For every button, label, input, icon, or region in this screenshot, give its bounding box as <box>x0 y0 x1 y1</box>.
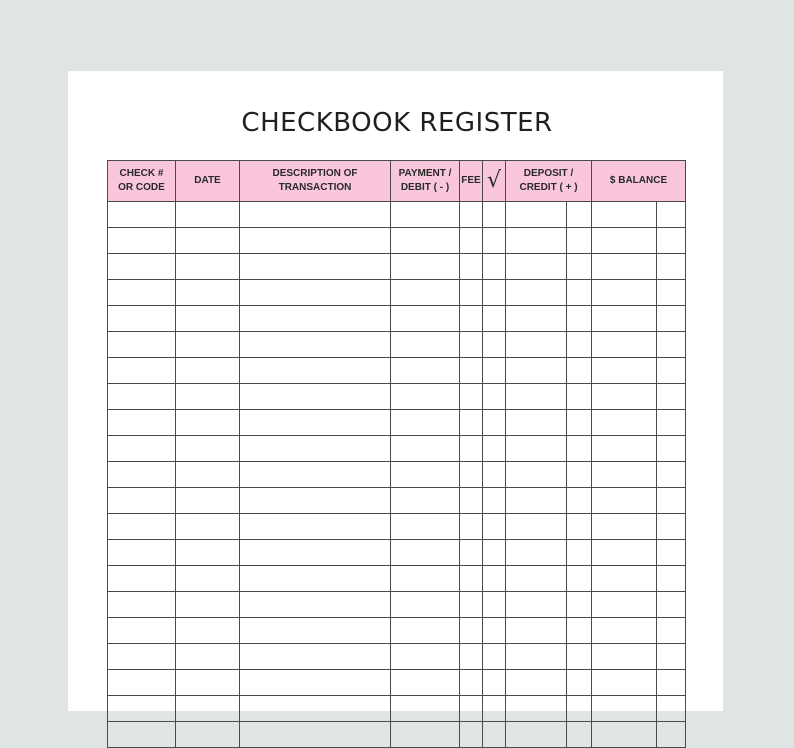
cell-deposit-dollars <box>506 540 567 566</box>
cell-balance-cents <box>657 670 686 696</box>
cell-deposit-cents <box>567 592 592 618</box>
cell-check-code <box>108 358 176 384</box>
cell-deposit-cents <box>567 410 592 436</box>
cell-deposit-dollars <box>506 488 567 514</box>
cell-date <box>176 202 240 228</box>
cell-balance-cents <box>657 540 686 566</box>
cell-cleared <box>483 306 506 332</box>
cell-fee <box>460 514 483 540</box>
cell-date <box>176 306 240 332</box>
cell-date <box>176 462 240 488</box>
table-row <box>108 280 686 306</box>
cell-cleared <box>483 202 506 228</box>
cell-cleared <box>483 514 506 540</box>
cell-payment <box>391 410 460 436</box>
cell-payment <box>391 462 460 488</box>
cell-deposit-dollars <box>506 384 567 410</box>
table-row <box>108 540 686 566</box>
cell-check-code <box>108 254 176 280</box>
cell-fee <box>460 670 483 696</box>
cell-cleared <box>483 488 506 514</box>
cell-cleared <box>483 644 506 670</box>
cell-deposit-cents <box>567 644 592 670</box>
cell-check-code <box>108 618 176 644</box>
cell-balance-cents <box>657 696 686 722</box>
cell-balance-cents <box>657 306 686 332</box>
register-body <box>108 202 686 748</box>
table-row <box>108 410 686 436</box>
cell-check-code <box>108 384 176 410</box>
cell-cleared <box>483 332 506 358</box>
cell-deposit-cents <box>567 540 592 566</box>
table-row <box>108 228 686 254</box>
cell-fee <box>460 410 483 436</box>
cell-fee <box>460 644 483 670</box>
cell-deposit-dollars <box>506 514 567 540</box>
cell-balance-dollars <box>592 488 657 514</box>
cell-deposit-dollars <box>506 202 567 228</box>
cell-balance-dollars <box>592 670 657 696</box>
cell-fee <box>460 488 483 514</box>
cell-cleared <box>483 696 506 722</box>
cell-description <box>240 202 391 228</box>
cell-fee <box>460 306 483 332</box>
cell-balance-dollars <box>592 462 657 488</box>
cell-date <box>176 592 240 618</box>
cell-deposit-cents <box>567 202 592 228</box>
cell-deposit-dollars <box>506 644 567 670</box>
cell-date <box>176 254 240 280</box>
cell-check-code <box>108 410 176 436</box>
cell-check-code <box>108 514 176 540</box>
cell-balance-cents <box>657 514 686 540</box>
cell-description <box>240 722 391 748</box>
table-row <box>108 566 686 592</box>
cell-deposit-dollars <box>506 332 567 358</box>
cell-date <box>176 280 240 306</box>
cell-fee <box>460 358 483 384</box>
cell-description <box>240 696 391 722</box>
cell-date <box>176 696 240 722</box>
cell-payment <box>391 280 460 306</box>
header-date: DATE <box>176 161 240 202</box>
cell-balance-cents <box>657 228 686 254</box>
cell-payment <box>391 540 460 566</box>
cell-check-code <box>108 488 176 514</box>
cell-check-code <box>108 306 176 332</box>
cell-description <box>240 644 391 670</box>
cell-deposit-dollars <box>506 722 567 748</box>
cell-date <box>176 358 240 384</box>
cell-date <box>176 488 240 514</box>
cell-check-code <box>108 722 176 748</box>
cell-description <box>240 488 391 514</box>
cell-deposit-dollars <box>506 696 567 722</box>
cell-fee <box>460 228 483 254</box>
cell-fee <box>460 254 483 280</box>
cell-balance-cents <box>657 618 686 644</box>
cell-balance-dollars <box>592 254 657 280</box>
cell-check-code <box>108 696 176 722</box>
cell-fee <box>460 540 483 566</box>
cell-description <box>240 592 391 618</box>
cell-deposit-dollars <box>506 358 567 384</box>
cell-deposit-cents <box>567 566 592 592</box>
cell-check-code <box>108 566 176 592</box>
table-row <box>108 488 686 514</box>
cell-description <box>240 306 391 332</box>
cell-check-code <box>108 540 176 566</box>
cell-description <box>240 540 391 566</box>
cell-description <box>240 670 391 696</box>
cell-check-code <box>108 228 176 254</box>
cell-description <box>240 228 391 254</box>
cell-payment <box>391 670 460 696</box>
cell-cleared <box>483 618 506 644</box>
cell-balance-cents <box>657 358 686 384</box>
cell-deposit-cents <box>567 332 592 358</box>
header-description: DESCRIPTION OF TRANSACTION <box>240 161 391 202</box>
checkbook-register-table <box>107 160 685 720</box>
cell-description <box>240 332 391 358</box>
cell-balance-dollars <box>592 332 657 358</box>
cell-fee <box>460 618 483 644</box>
cell-cleared <box>483 436 506 462</box>
cell-payment <box>391 254 460 280</box>
cell-deposit-cents <box>567 514 592 540</box>
cell-date <box>176 540 240 566</box>
cell-balance-dollars <box>592 618 657 644</box>
cell-payment <box>391 618 460 644</box>
cell-cleared <box>483 384 506 410</box>
cell-date <box>176 514 240 540</box>
cell-payment <box>391 436 460 462</box>
cell-balance-dollars <box>592 410 657 436</box>
cell-payment <box>391 358 460 384</box>
cell-payment <box>391 514 460 540</box>
cell-deposit-cents <box>567 618 592 644</box>
header-deposit-credit: DEPOSIT / CREDIT ( + ) <box>506 161 592 202</box>
page-title: CHECKBOOK REGISTER <box>241 108 553 138</box>
cell-balance-dollars <box>592 540 657 566</box>
cell-deposit-cents <box>567 696 592 722</box>
cell-deposit-dollars <box>506 670 567 696</box>
cell-check-code <box>108 462 176 488</box>
cell-deposit-dollars <box>506 254 567 280</box>
cell-fee <box>460 722 483 748</box>
cell-deposit-cents <box>567 358 592 384</box>
cell-balance-dollars <box>592 228 657 254</box>
cell-deposit-cents <box>567 228 592 254</box>
cell-date <box>176 566 240 592</box>
cell-description <box>240 280 391 306</box>
table-row <box>108 436 686 462</box>
table-row <box>108 618 686 644</box>
cell-deposit-dollars <box>506 280 567 306</box>
cell-balance-dollars <box>592 280 657 306</box>
cell-fee <box>460 566 483 592</box>
cell-balance-cents <box>657 488 686 514</box>
cell-date <box>176 384 240 410</box>
cell-fee <box>460 280 483 306</box>
cell-payment <box>391 488 460 514</box>
cell-payment <box>391 332 460 358</box>
cell-deposit-dollars <box>506 306 567 332</box>
cell-date <box>176 332 240 358</box>
table-row <box>108 332 686 358</box>
cell-description <box>240 566 391 592</box>
cell-cleared <box>483 592 506 618</box>
cell-payment <box>391 644 460 670</box>
cell-cleared <box>483 228 506 254</box>
cell-balance-dollars <box>592 592 657 618</box>
cell-description <box>240 436 391 462</box>
cell-deposit-cents <box>567 462 592 488</box>
cell-deposit-cents <box>567 384 592 410</box>
cell-balance-cents <box>657 592 686 618</box>
cell-balance-dollars <box>592 722 657 748</box>
cell-cleared <box>483 254 506 280</box>
cell-deposit-cents <box>567 722 592 748</box>
table-row <box>108 462 686 488</box>
cell-balance-dollars <box>592 358 657 384</box>
cell-balance-cents <box>657 280 686 306</box>
table-row <box>108 696 686 722</box>
cell-description <box>240 254 391 280</box>
cell-cleared <box>483 462 506 488</box>
cell-deposit-dollars <box>506 436 567 462</box>
cell-deposit-cents <box>567 280 592 306</box>
cell-date <box>176 670 240 696</box>
header-check-code: CHECK # OR CODE <box>108 161 176 202</box>
cell-balance-cents <box>657 722 686 748</box>
header-row <box>108 161 686 202</box>
cell-balance-dollars <box>592 306 657 332</box>
cell-fee <box>460 436 483 462</box>
cell-deposit-dollars <box>506 618 567 644</box>
cell-payment <box>391 696 460 722</box>
cell-payment <box>391 722 460 748</box>
cell-deposit-dollars <box>506 566 567 592</box>
cell-deposit-dollars <box>506 592 567 618</box>
cell-fee <box>460 696 483 722</box>
cell-payment <box>391 202 460 228</box>
cell-payment <box>391 228 460 254</box>
cell-deposit-dollars <box>506 462 567 488</box>
cell-payment <box>391 306 460 332</box>
cell-check-code <box>108 332 176 358</box>
cell-date <box>176 228 240 254</box>
header-payment-debit: PAYMENT / DEBIT ( - ) <box>391 161 460 202</box>
cell-check-code <box>108 592 176 618</box>
cell-cleared <box>483 540 506 566</box>
cell-description <box>240 384 391 410</box>
table-row <box>108 358 686 384</box>
cell-check-code <box>108 436 176 462</box>
cell-description <box>240 358 391 384</box>
cell-balance-dollars <box>592 696 657 722</box>
table-row <box>108 592 686 618</box>
cell-balance-cents <box>657 410 686 436</box>
table-row <box>108 384 686 410</box>
cell-date <box>176 410 240 436</box>
table-row <box>108 670 686 696</box>
table-row <box>108 514 686 540</box>
cell-description <box>240 462 391 488</box>
cell-cleared <box>483 280 506 306</box>
cell-cleared <box>483 358 506 384</box>
cell-date <box>176 722 240 748</box>
cell-balance-cents <box>657 436 686 462</box>
cell-balance-cents <box>657 462 686 488</box>
cell-fee <box>460 384 483 410</box>
cell-check-code <box>108 644 176 670</box>
cell-balance-dollars <box>592 644 657 670</box>
cell-deposit-cents <box>567 254 592 280</box>
cell-balance-dollars <box>592 436 657 462</box>
cell-balance-cents <box>657 644 686 670</box>
cell-balance-cents <box>657 332 686 358</box>
cell-check-code <box>108 280 176 306</box>
header-cleared-checkmark-icon: √ <box>483 161 506 202</box>
cell-balance-dollars <box>592 202 657 228</box>
table-row <box>108 644 686 670</box>
cell-description <box>240 618 391 644</box>
cell-payment <box>391 566 460 592</box>
cell-balance-dollars <box>592 514 657 540</box>
cell-cleared <box>483 670 506 696</box>
table-row <box>108 722 686 748</box>
cell-date <box>176 644 240 670</box>
cell-fee <box>460 332 483 358</box>
cell-deposit-cents <box>567 436 592 462</box>
cell-fee <box>460 202 483 228</box>
cell-balance-cents <box>657 566 686 592</box>
cell-payment <box>391 592 460 618</box>
cell-deposit-cents <box>567 488 592 514</box>
cell-payment <box>391 384 460 410</box>
cell-balance-cents <box>657 202 686 228</box>
table-row <box>108 254 686 280</box>
cell-cleared <box>483 410 506 436</box>
cell-deposit-dollars <box>506 410 567 436</box>
cell-deposit-cents <box>567 306 592 332</box>
table-row <box>108 306 686 332</box>
cell-fee <box>460 462 483 488</box>
cell-description <box>240 514 391 540</box>
cell-cleared <box>483 566 506 592</box>
cell-balance-cents <box>657 254 686 280</box>
cell-check-code <box>108 670 176 696</box>
cell-check-code <box>108 202 176 228</box>
cell-date <box>176 618 240 644</box>
cell-cleared <box>483 722 506 748</box>
cell-description <box>240 410 391 436</box>
header-balance: $ BALANCE <box>592 161 686 202</box>
cell-deposit-dollars <box>506 228 567 254</box>
cell-balance-dollars <box>592 566 657 592</box>
header-fee: FEE <box>460 161 483 202</box>
cell-deposit-cents <box>567 670 592 696</box>
cell-balance-dollars <box>592 384 657 410</box>
cell-fee <box>460 592 483 618</box>
cell-date <box>176 436 240 462</box>
cell-balance-cents <box>657 384 686 410</box>
table-row <box>108 202 686 228</box>
